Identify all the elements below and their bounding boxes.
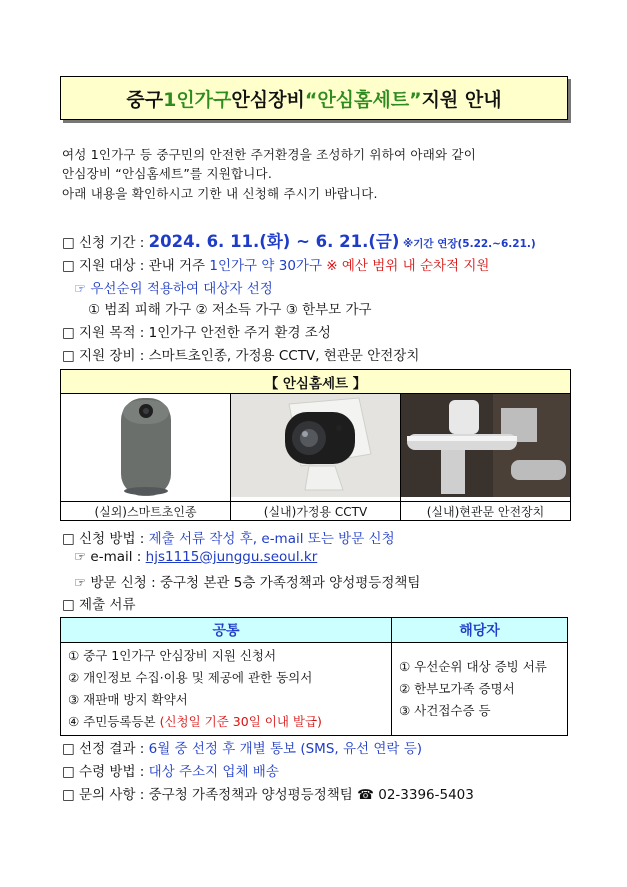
- email-line: [74, 549, 317, 565]
- application-method: [62, 527, 395, 547]
- email-label: ☞ e-mail :: [74, 549, 146, 565]
- support-purpose: □ 지원 목적 : 1인가구 안전한 주거 환경 조성: [62, 325, 331, 341]
- safe-home-set-table: [60, 369, 571, 521]
- result-label: □ 선정 결과 :: [62, 741, 149, 757]
- title-middle: 안심장비: [231, 88, 305, 111]
- common-doc-3: ③ 재판매 방지 확약서: [68, 692, 188, 707]
- period-note: ※기간 연장(5.22.~6.21.): [399, 238, 536, 250]
- method-value: 제출 서류 작성 후, e-mail 또는 방문 신청: [148, 531, 395, 547]
- receive-method: [62, 760, 279, 780]
- application-period: [62, 228, 536, 252]
- door-safety-device-photo: [401, 394, 571, 502]
- intro-line-1: 여성 1인가구 등 중구민의 안전한 주거환경을 조성하기 위하여 아래와 같이: [62, 147, 476, 162]
- title-suffix: 지원 안내: [421, 88, 502, 111]
- caption-home-cctv: (실내)가정용 CCTV: [231, 502, 401, 521]
- applicable-doc-2: ② 한부모가족 증명서: [399, 681, 515, 696]
- target-label: □ 지원 대상 : 관내 거주: [62, 258, 210, 274]
- common-doc-4-text: ④ 주민등록등본: [68, 714, 160, 729]
- documents-table: [60, 617, 568, 736]
- selection-result: [62, 737, 422, 757]
- common-doc-2: ② 개인정보 수집·이용 및 제공에 관한 동의서: [68, 670, 313, 685]
- email-link[interactable]: hjs1115@junggu.seoul.kr: [145, 549, 318, 565]
- intro-line-2: 안심장비 “안심홈세트”를 지원합니다.: [62, 166, 272, 181]
- receive-label: □ 수령 방법 :: [62, 764, 149, 780]
- home-cctv-photo: [231, 394, 401, 502]
- caption-door-safety: (실내)현관문 안전장치: [401, 502, 571, 521]
- caption-smart-doorbell: (실외)스마트초인종: [61, 502, 231, 521]
- page-title: [60, 76, 568, 120]
- title-prefix: 중구: [126, 88, 164, 111]
- smart-doorbell-photo: [61, 394, 231, 502]
- priority-note: ☞ 우선순위 적용하여 대상자 선정: [74, 281, 273, 297]
- result-value: 6월 중 선정 후 개별 통보 (SMS, 유선 연락 등): [148, 741, 423, 757]
- method-label: □ 신청 방법 :: [62, 531, 149, 547]
- common-doc-4: [62, 711, 390, 733]
- common-docs-cell: [61, 643, 392, 736]
- documents-label: □ 제출 서류: [62, 597, 136, 613]
- common-doc-1: ① 중구 1인가구 안심장비 지원 신청서: [68, 648, 277, 663]
- contact-info: □ 문의 사항 : 중구청 가족정책과 양성평등정책팀 ☎ 02-3396-5403: [62, 787, 474, 803]
- title-highlight-2: “안심홈세트”: [304, 88, 422, 111]
- applicable-docs-header: 해당자: [392, 618, 568, 643]
- visit-line: ☞ 방문 신청 : 중구청 본관 5층 가족정책과 양성평등정책팀: [74, 575, 421, 591]
- applicable-docs-cell: [392, 643, 568, 736]
- period-date: 2024. 6. 11.(화) ~ 6. 21.(금): [148, 232, 400, 251]
- period-label: □ 신청 기간 :: [62, 235, 149, 251]
- title-highlight-1: 1인가구: [163, 88, 232, 111]
- intro-line-3: 아래 내용을 확인하시고 기한 내 신청해 주시기 바랍니다.: [62, 186, 378, 201]
- common-doc-4-note: (신청일 기준 30일 이내 발급): [159, 714, 322, 729]
- receive-value: 대상 주소지 업체 배송: [148, 764, 279, 780]
- applicable-doc-1: ① 우선순위 대상 증빙 서류: [399, 659, 547, 674]
- support-target: [62, 254, 489, 274]
- target-note: ※ 예산 범위 내 순차적 지원: [322, 258, 490, 274]
- set-header: 【 안심홈세트 】: [61, 370, 571, 394]
- applicable-doc-3: ③ 사건접수증 등: [399, 703, 491, 718]
- support-equipment: □ 지원 장비 : 스마트초인종, 가정용 CCTV, 현관문 안전장치: [62, 348, 420, 364]
- common-docs-header: 공통: [61, 618, 392, 643]
- priority-categories: ① 범죄 피해 가구 ② 저소득 가구 ③ 한부모 가구: [88, 302, 372, 318]
- target-highlight: 1인가구 약 30가구: [209, 258, 322, 274]
